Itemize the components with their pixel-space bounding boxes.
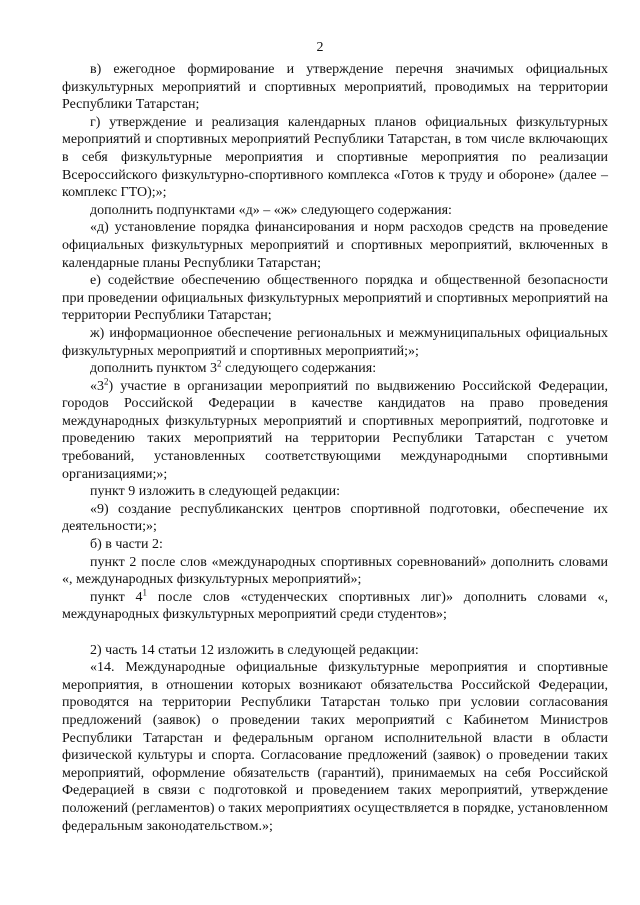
superscript: 1 xyxy=(142,587,148,598)
paragraph-e: е) содействие обеспечению общественного порядка и общественной безопасности при проведении официальных физкультурных мероприятий и спортивных мероприятий на территории Республики Татарстан; xyxy=(62,273,608,324)
paragraph-point-3-2: «$3^2$) участие в организации мероприятий по выдвижению Российской Федерации, городов Российской Федерации в качестве кандидатов на право проведения международных физкультурных мероприятий и спортивных мероприятий, подготовке и проведению таких мероприятий на территории Республики Татарстан с учетом требований, установленных соответствующими международными спортивными организациями;»; xyxy=(62,376,608,482)
paragraph-b: б) в части 2: xyxy=(90,537,163,553)
paragraph-point-4-1: пункт $4^1$ после слов «студенческих спортивных лиг)» дополнить словами «, международных физкультурных мероприятий среди студентов»; xyxy=(62,587,608,623)
paragraph-part-14-intro: 2) часть 14 статьи 12 изложить в следующей редакции: xyxy=(90,642,419,658)
paragraph-point-9-intro: пункт 9 изложить в следующей редакции: xyxy=(90,484,340,500)
paragraph-point-2: пункт 2 после слов «международных спортивных соревнований» дополнить словами «, международных физкультурных мероприятий»; xyxy=(62,554,608,588)
paragraph-add-subpoints: дополнить подпунктами «д» – «ж» следующего содержания: xyxy=(90,202,452,218)
paragraph-add-point-3-2: дополнить пунктом $3^2$ следующего содержания: xyxy=(90,358,377,377)
superscript: 2 xyxy=(217,358,222,369)
superscript: 2 xyxy=(104,376,109,387)
paragraph-point-9: «9) создание республиканских центров спортивной подготовки, обеспечение их деятельности;»; xyxy=(62,501,608,535)
paragraph-v: в) ежегодное формирование и утверждение перечня значимых официальных физкультурных мероприятий и спортивных мероприятий, проводимых на территории Республики Татарстан; xyxy=(62,62,608,113)
paragraph-g: г) утверждение и реализация календарных планов официальных физкультурных мероприятий и спортивных мероприятий Республики Татарстан, в том числе включающих в себя физкультурные мероприятия и спортивные мероприятия по реализации Всероссийского физкультурно-спортивного комплекса «Готов к труду и обороне» (далее – комплекс ГТО);»; xyxy=(62,114,608,201)
page-number: 2 xyxy=(316,40,324,55)
paragraph-zh: ж) информационное обеспечение региональных и межмуниципальных официальных физкультурных мероприятий и спортивных мероприятий;»; xyxy=(62,325,608,359)
paragraph-part-14: «14. Международные официальные физкультурные мероприятия и спортивные мероприятия, в отношении которых возникают обязательства Российской Федерации, проводятся на территории Республики Татарстан только при условии согласования предложений (заявок) о проведении таких мероприятий с Кабинетом Министров Республики Татарстан и федеральным органом исполнительной власти в области физической культуры и спорта. Согласование предложений (заявок) о проведении таких мероприятий, оформление обязательств (гарантий), принимаемых на себя Российской Федерацией в связи с подготовкой и проведением таких мероприятий, утверждение положений (регламентов) о таких мероприятиях осуществляется в порядке, установленном федеральным законодательством.»; xyxy=(62,660,608,834)
paragraph-d: «д) установление порядка финансирования и норм расходов средств на проведение официальных физкультурных мероприятий и спортивных мероприятий, включенных в календарные планы Республики Татарстан; xyxy=(62,220,608,271)
document-body xyxy=(62,61,608,835)
